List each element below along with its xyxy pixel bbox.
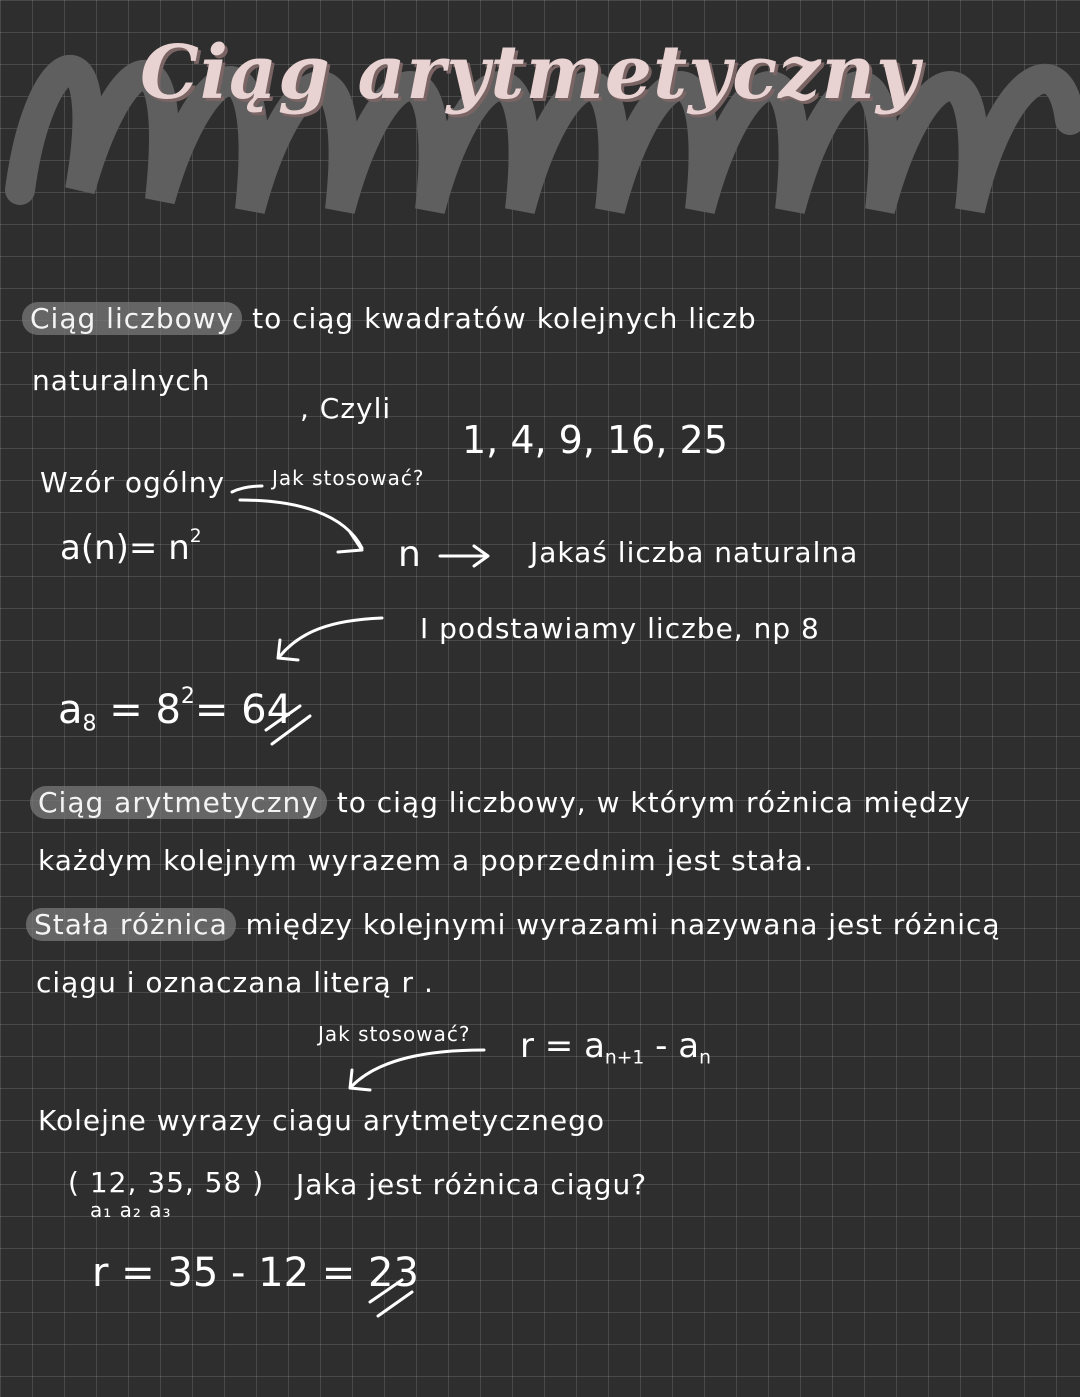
example-exponent: 2	[180, 684, 195, 709]
question-text: Jaka jest różnica ciągu?	[296, 1168, 648, 1201]
difference-term-highlight: Stała różnica	[26, 908, 236, 941]
formula-sub-1: n+1	[604, 1047, 645, 1069]
arith-term-highlight: Ciąg arytmetyczny	[30, 786, 327, 819]
double-slash-icon-2	[370, 1280, 412, 1316]
n-symbol: n	[398, 534, 421, 575]
czyli-text: , Czyli	[300, 392, 392, 425]
definition-line-2: naturalnych	[32, 364, 211, 397]
answer-calculation: r = 35 - 12 = 23	[92, 1250, 419, 1296]
curved-arrow-left-icon-2	[350, 1050, 484, 1090]
sequence-example: 1, 4, 9, 16, 25	[462, 418, 728, 462]
how-to-use-note-2: Jak stosować?	[318, 1022, 471, 1046]
n-description: Jakaś liczba naturalna	[530, 536, 859, 569]
consecutive-terms-label: Kolejne wyrazy ciagu arytmetycznego	[38, 1104, 606, 1137]
difference-definition-text: między kolejnymi wyrazami nazywana jest różnicą	[245, 908, 1001, 941]
arrow-right-icon	[440, 546, 488, 566]
double-slash-icon	[266, 706, 310, 744]
how-to-use-note: Jak stosować?	[272, 466, 425, 490]
curved-arrow-right-icon	[240, 500, 362, 552]
terms-labels: a₁ a₂ a₃	[90, 1198, 172, 1222]
formula-part-1: r = a	[520, 1026, 605, 1066]
formula-sub-2: n	[699, 1047, 711, 1069]
arith-definition-text: to ciąg liczbowy, w którym różnica między	[336, 786, 971, 819]
example-a: a	[58, 686, 83, 733]
example-subscript: 8	[82, 711, 97, 737]
example-result: = 64	[194, 686, 293, 733]
curved-arrow-left-icon	[278, 618, 382, 660]
definition-text: to ciąg kwadratów kolejnych liczb	[252, 302, 757, 335]
wzor-label: Wzór ogólny	[40, 466, 226, 499]
page-title: Ciąg arytmetyczny	[140, 30, 921, 116]
example-equals: = 8	[109, 686, 181, 733]
formula-exponent: 2	[189, 526, 202, 547]
formula-lhs: a(n)= n	[60, 527, 190, 568]
formula-part-2: - a	[655, 1026, 700, 1066]
difference-definition-line-2: ciągu i oznaczana literą r .	[36, 966, 434, 999]
terms-example: ( 12, 35, 58 )	[68, 1166, 265, 1199]
underline-wzor-icon	[232, 486, 262, 492]
substitute-text: I podstawiamy liczbe, np 8	[420, 612, 820, 645]
arith-definition-line-2: każdym kolejnym wyrazem a poprzednim jest stała.	[38, 844, 814, 877]
term-highlight: Ciąg liczbowy	[22, 302, 242, 335]
